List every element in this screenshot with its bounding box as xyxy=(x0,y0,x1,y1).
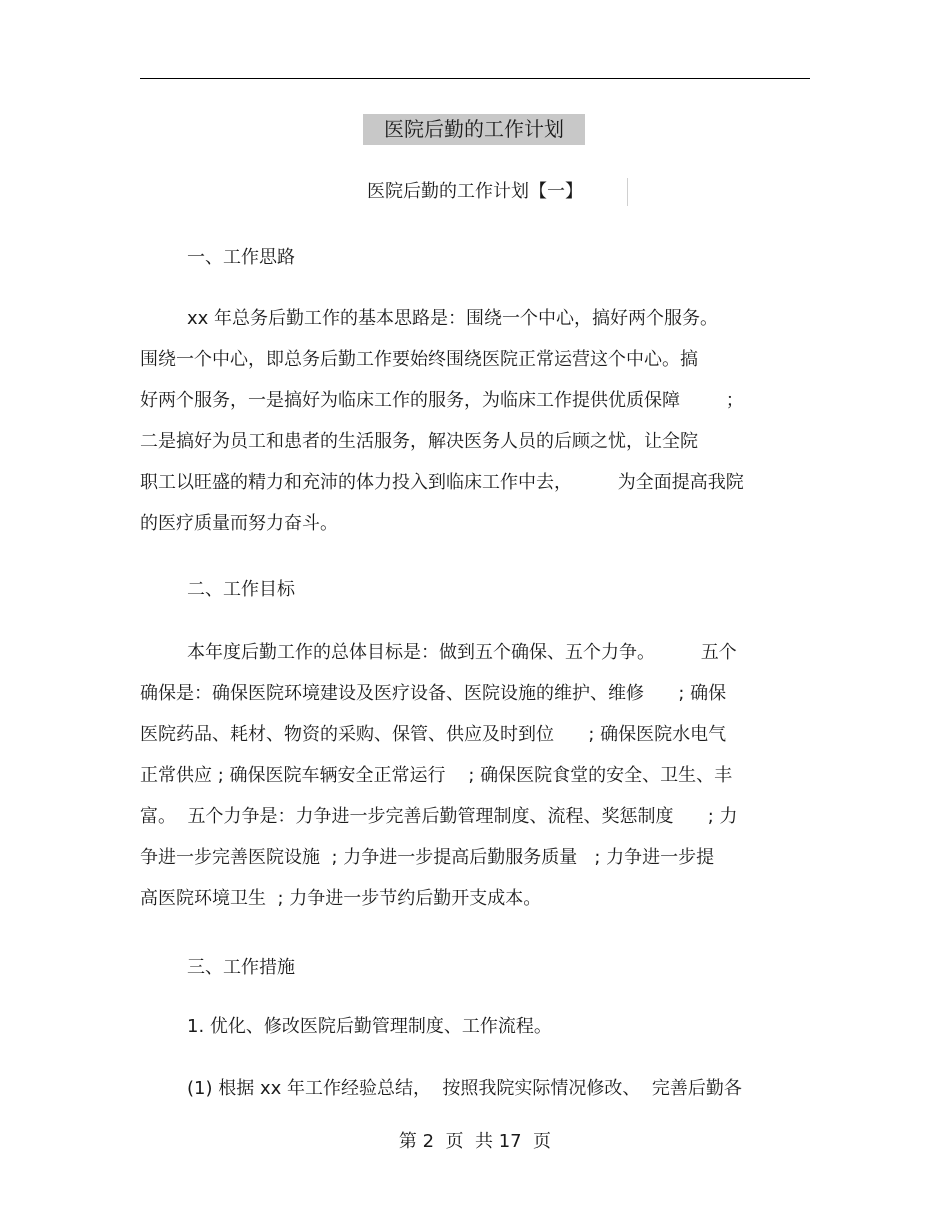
section-1-paragraph xyxy=(140,298,812,544)
section-2-paragraph xyxy=(140,632,812,919)
list-item: (1) 根据 xx 年工作经验总结， 按照我院实际情况修改、 完善后勤各 xyxy=(187,1078,742,1099)
paragraph-line: 高医院环境卫生 ; 力争进一步节约后勤开支成本。 xyxy=(140,888,542,909)
header-rule xyxy=(140,78,810,79)
paragraph-line: 的医疗质量而努力奋斗。 xyxy=(140,513,338,534)
paragraph-line: 二是搞好为员工和患者的生活服务，解决医务人员的后顾之忧，让全院 xyxy=(140,431,698,452)
document-subtitle: 医院后勤的工作计划【一】 xyxy=(367,178,628,206)
section-heading-1: 一、工作思路 xyxy=(187,247,295,268)
section-heading-3: 三、工作措施 xyxy=(187,957,295,978)
paragraph-line: 正常供应 ; 确保医院车辆安全正常运行 ; 确保医院食堂的安全、卫生、丰 xyxy=(140,765,733,786)
paragraph-line: 好两个服务，一是搞好为临床工作的服务，为临床工作提供优质保障 ； xyxy=(140,390,744,411)
paragraph-line: 确保是：确保医院环境建设及医疗设备、医院设施的维护、维修 ; 确保 xyxy=(140,683,727,704)
paragraph-line: 围绕一个中心，即总务后勤工作要始终围绕医院正常运营这个中心。搞 xyxy=(140,349,698,370)
paragraph-line: 富。 五个力争是：力争进一步完善后勤管理制度、流程、奖惩制度 ; 力 xyxy=(140,806,738,827)
page-number-footer: 第 2 页 共 17 页 xyxy=(398,1131,552,1152)
paragraph-line: 医院药品、耗材、物资的采购、保管、供应及时到位 ; 确保医院水电气 xyxy=(140,724,727,745)
paragraph-line: xx 年总务后勤工作的基本思路是：围绕一个中心，搞好两个服务。 xyxy=(187,308,719,329)
section-3-item-1 xyxy=(140,1006,812,1047)
document-title: 医院后勤的工作计划 xyxy=(363,114,585,145)
paragraph-line: 本年度后勤工作的总体目标是：做到五个确保、五个力争。 五个 xyxy=(187,642,737,663)
list-item: 1. 优化、修改医院后勤管理制度、工作流程。 xyxy=(187,1016,552,1037)
paragraph-line: 争进一步完善医院设施 ; 力争进一步提高后勤服务质量 ; 力争进一步提 xyxy=(140,847,715,868)
section-3-item-2 xyxy=(140,1068,812,1109)
section-heading-2: 二、工作目标 xyxy=(187,579,295,600)
paragraph-line: 职工以旺盛的精力和充沛的体力投入到临床工作中去， 为全面提高我院 xyxy=(140,472,744,493)
